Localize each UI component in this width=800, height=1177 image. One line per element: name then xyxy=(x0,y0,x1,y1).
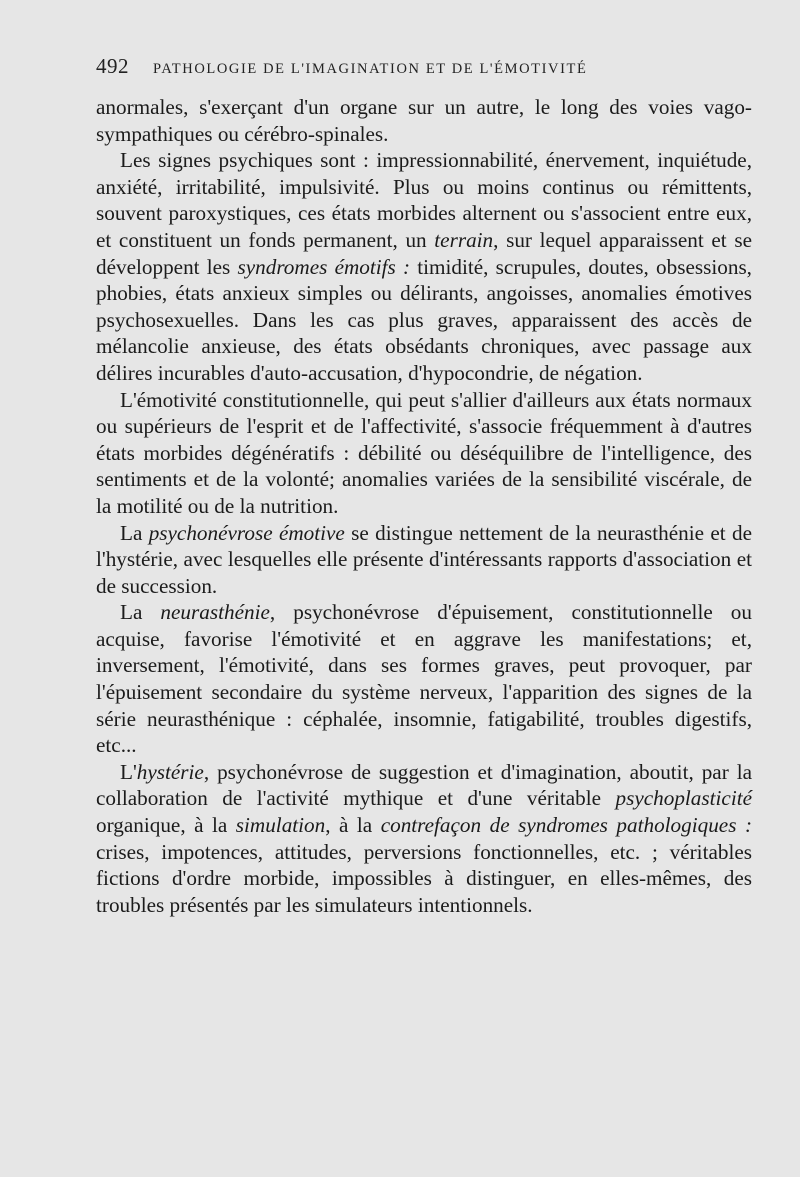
text-run: L' xyxy=(120,759,137,784)
paragraph xyxy=(96,94,752,147)
italic-text: hystérie xyxy=(136,759,204,784)
running-title: PATHOLOGIE DE L'IMAGINATION ET DE L'ÉMOTIVITÉ xyxy=(153,61,588,77)
text-run: La xyxy=(120,520,149,545)
text-run: , psychonévrose de suggestion et d'imagination, aboutit, par la collaboration de l'activité mythique et d'une véritable xyxy=(96,759,752,811)
italic-text: simulation xyxy=(235,813,326,838)
text-run: L'émotivité constitutionnelle, qui peut s'allier d'ailleurs aux états normaux ou supérieurs de l'esprit et de l'affectivité, s'associe fréquemment à d'autres états morbides dégénératifs : débilité ou déséquilibre de l'intelligence, des sentiments et de la volonté; anomalies variées de la sensibilité viscérale, de la motilité ou de la nutrition. xyxy=(96,387,752,518)
text-run: , à la xyxy=(325,813,381,838)
paragraph xyxy=(96,520,752,600)
italic-text: contrefaçon de syndromes pathologiques : xyxy=(380,813,752,838)
italic-text: neurasthénie xyxy=(160,600,270,625)
text-run: organique, à la xyxy=(96,813,236,838)
text-run: anormales, s'exerçant d'un organe sur un autre, le long des voies vago-sympathiques ou cérébro-spinales. xyxy=(96,95,752,146)
text-run: La xyxy=(120,600,161,625)
text-run: se distingue nettement de la neurasthénie et de l'hystérie, avec lesquelles elle présente d'intéressants rapports d'association et de succession. xyxy=(96,520,752,598)
paragraph xyxy=(96,759,752,919)
paragraph xyxy=(96,147,752,386)
text-run: timidité, scrupules, doutes, obsessions, phobies, états anxieux simples ou délirants, angoisses, anomalies émotives psychosexuelles. Dans les cas plus graves, apparaissent des accès de mélancolie anxieuse, des états obsédants chroniques, avec passage aux délires incurables d'auto-accusation, d'hypocondrie, de négation. xyxy=(96,254,752,385)
page-number: 492 xyxy=(96,54,129,78)
italic-text: syndromes émotifs : xyxy=(237,254,411,279)
italic-text: terrain xyxy=(434,227,494,252)
page-header xyxy=(96,54,752,94)
paragraph xyxy=(96,599,752,759)
italic-text: psychonévrose émotive xyxy=(148,520,345,545)
text-run: Les signes psychiques sont : impressionnabilité, énervement, inquiétude, anxiété, irritabilité, impulsivité. Plus ou moins continus ou rémittents, souvent paroxystiques, ces états morbides alternent ou s'associent entre eux, et constituent un fonds permanent, un xyxy=(96,148,752,252)
text-run: crises, impotences, attitudes, perversions fonctionnelles, etc. ; véritables fictions d'ordre morbide, impossibles à distinguer, en elles-mêmes, des troubles présentés par les simulateurs intentionnels. xyxy=(96,839,752,917)
body-text xyxy=(96,94,752,918)
text-run: , sur lequel apparaissent et se développent les xyxy=(96,227,752,279)
paragraph xyxy=(96,387,752,520)
text-run: , psychonévrose d'épuisement, constitutionnelle ou acquise, favorise l'émotivité et en aggrave les manifestations; et, inversement, l'émotivité, dans ses formes graves, peut provoquer, par l'épuisement secondaire du système nerveux, l'apparition des signes de la série neurasthénique : céphalée, insomnie, fatigabilité, troubles digestifs, etc... xyxy=(96,600,752,758)
italic-text: psychoplasticité xyxy=(615,786,752,811)
